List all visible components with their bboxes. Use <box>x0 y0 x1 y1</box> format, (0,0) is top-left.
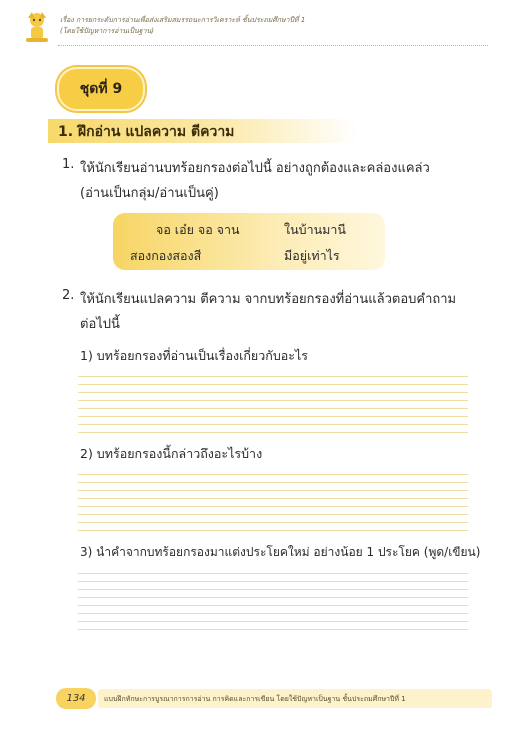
sub-question-3: 3) นำคำจากบทร้อยกรองมาแต่งประโยคใหม่ อย่างน้อย 1 ประโยค (พูด/เขียน) <box>80 545 481 559</box>
answer-lines-2 <box>78 474 468 538</box>
q2-number: 2. <box>62 288 75 303</box>
header-divider <box>58 45 488 46</box>
q1-number: 1. <box>62 157 75 172</box>
page-number: 134 <box>66 693 86 704</box>
header-text <box>60 15 305 37</box>
poem-line-1a: จอ เอ๋ย จอ จาน <box>156 222 240 237</box>
q2-line-1: ให้นักเรียนแปลความ ตีความ จากบทร้อยกรองที่อ่านแล้วตอบคำถาม <box>80 292 457 307</box>
answer-lines-3 <box>78 573 468 637</box>
sub-question-1: 1) บทร้อยกรองที่อ่านเป็นเรื่องเกี่ยวกับอะไร <box>80 348 308 363</box>
header-line-1: เรื่อง การยกระดับการอ่านเพื่อส่งเสริมสมรรถนะการวิเคราะห์ ชั้นประถมศึกษาปีที่ 1 <box>60 16 306 24</box>
set-badge <box>57 67 145 111</box>
footer-text: แบบฝึกทักษะการบูรณาการการอ่าน การคิดและการเขียน โดยใช้ปัญหาเป็นฐาน ชั้นประถมศึกษาปีที่ 1 <box>104 695 406 703</box>
poem-line-2a: สองกองสองสี <box>130 248 202 263</box>
page-number-badge <box>56 688 96 709</box>
q2-line-2: ต่อไปนี้ <box>80 317 120 332</box>
mascot-logo-icon <box>22 10 52 48</box>
section-title: 1. ฝึกอ่าน แปลความ ตีความ <box>58 124 235 140</box>
poem-line-1b: ในบ้านมานี <box>284 222 346 237</box>
poem-line-2b: มีอยู่เท่าไร <box>284 248 340 263</box>
sub-question-2: 2) บทร้อยกรองนี้กล่าวถึงอะไรบ้าง <box>80 446 263 461</box>
set-label: ชุดที่ 9 <box>79 81 123 97</box>
answer-lines-1 <box>78 376 468 440</box>
q1-line-1: ให้นักเรียนอ่านบทร้อยกรองต่อไปนี้ อย่างถูกต้องและคล่องแคล่ว <box>80 161 430 176</box>
header-line-2: (โดยใช้ปัญหาการอ่านเป็นฐาน) <box>60 27 155 35</box>
q1-line-2: (อ่านเป็นกลุ่ม/อ่านเป็นคู่) <box>80 186 219 201</box>
